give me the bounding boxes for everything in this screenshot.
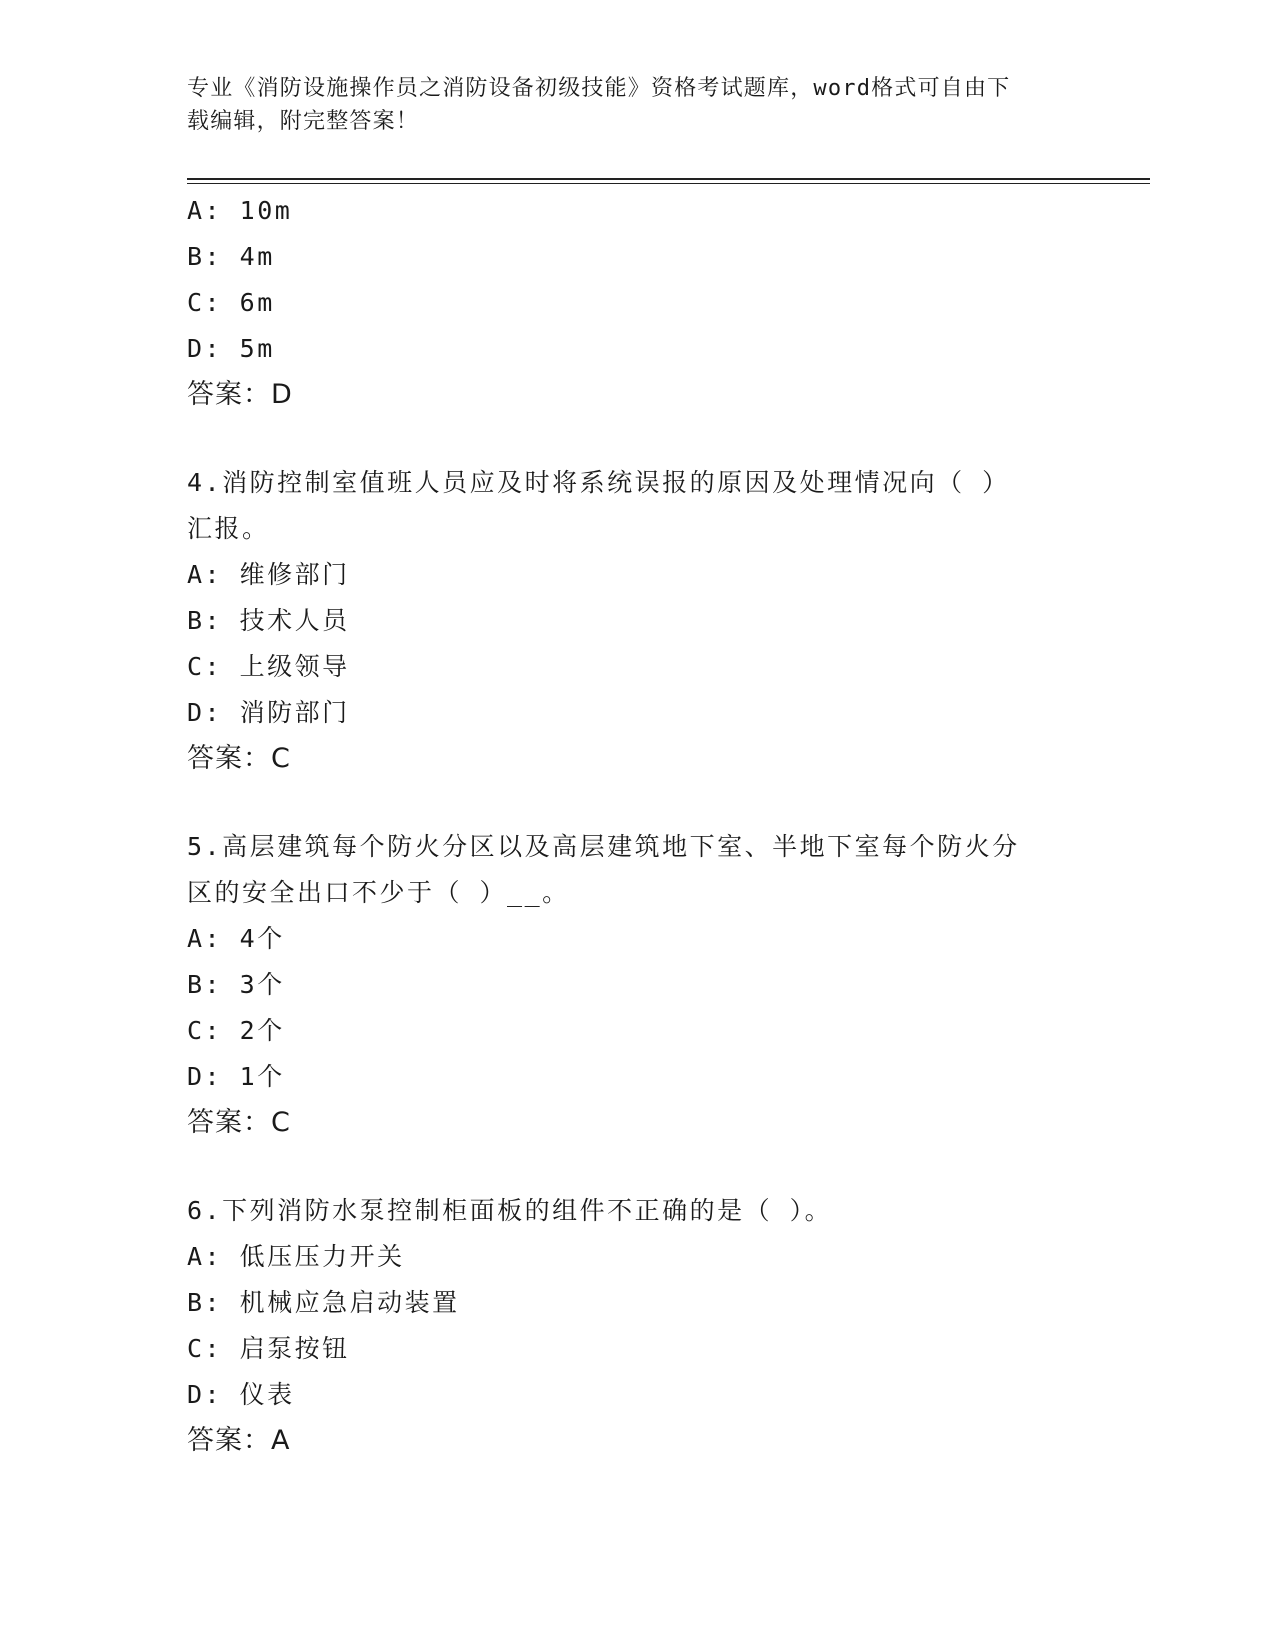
header-line-1: 专业《消防设施操作员之消防设备初级技能》资格考试题库，word格式可自由下 [187, 76, 1011, 101]
question-text-line-1: 6.下列消防水泵控制柜面板的组件不正确的是（ ）。 [187, 1196, 833, 1225]
option-a: A: 维修部门 [187, 560, 350, 589]
option-b: B: 机械应急启动装置 [187, 1288, 460, 1317]
question-5 [187, 824, 1087, 1146]
option-c: C: 2个 [187, 1016, 285, 1045]
header-divider-thick [187, 178, 1150, 180]
question-text-line-2: 汇报。 [187, 514, 270, 543]
question-text-line-1: 5.高层建筑每个防火分区以及高层建筑地下室、半地下室每个防火分 [187, 832, 1020, 861]
answer: 答案：D [187, 379, 293, 410]
option-c: C: 6m [187, 288, 275, 317]
question-list [187, 188, 1087, 1464]
option-d: D: 5m [187, 334, 275, 363]
spacer [187, 418, 1087, 460]
option-a: A: 低压压力开关 [187, 1242, 405, 1271]
option-d: D: 仪表 [187, 1380, 295, 1409]
option-b: B: 技术人员 [187, 606, 350, 635]
option-a: A: 10m [187, 196, 293, 225]
option-c: C: 启泵按钮 [187, 1334, 350, 1363]
answer: 答案：A [187, 1425, 291, 1456]
answer: 答案：C [187, 743, 291, 774]
question-text-line-2: 区的安全出口不少于（ ）__。 [187, 878, 570, 907]
header-line-2: 载编辑，附完整答案！ [187, 109, 420, 134]
document-header [187, 72, 1067, 138]
question-3 [187, 188, 1087, 418]
header-divider-thin [187, 183, 1150, 184]
answer: 答案：C [187, 1107, 291, 1138]
question-4 [187, 460, 1087, 782]
option-a: A: 4个 [187, 924, 285, 953]
question-6 [187, 1188, 1087, 1464]
option-b: B: 4m [187, 242, 275, 271]
option-c: C: 上级领导 [187, 652, 350, 681]
spacer [187, 782, 1087, 824]
option-d: D: 消防部门 [187, 698, 350, 727]
question-text-line-1: 4.消防控制室值班人员应及时将系统误报的原因及处理情况向（ ） [187, 468, 1010, 497]
option-b: B: 3个 [187, 970, 285, 999]
spacer [187, 1146, 1087, 1188]
option-d: D: 1个 [187, 1062, 285, 1091]
